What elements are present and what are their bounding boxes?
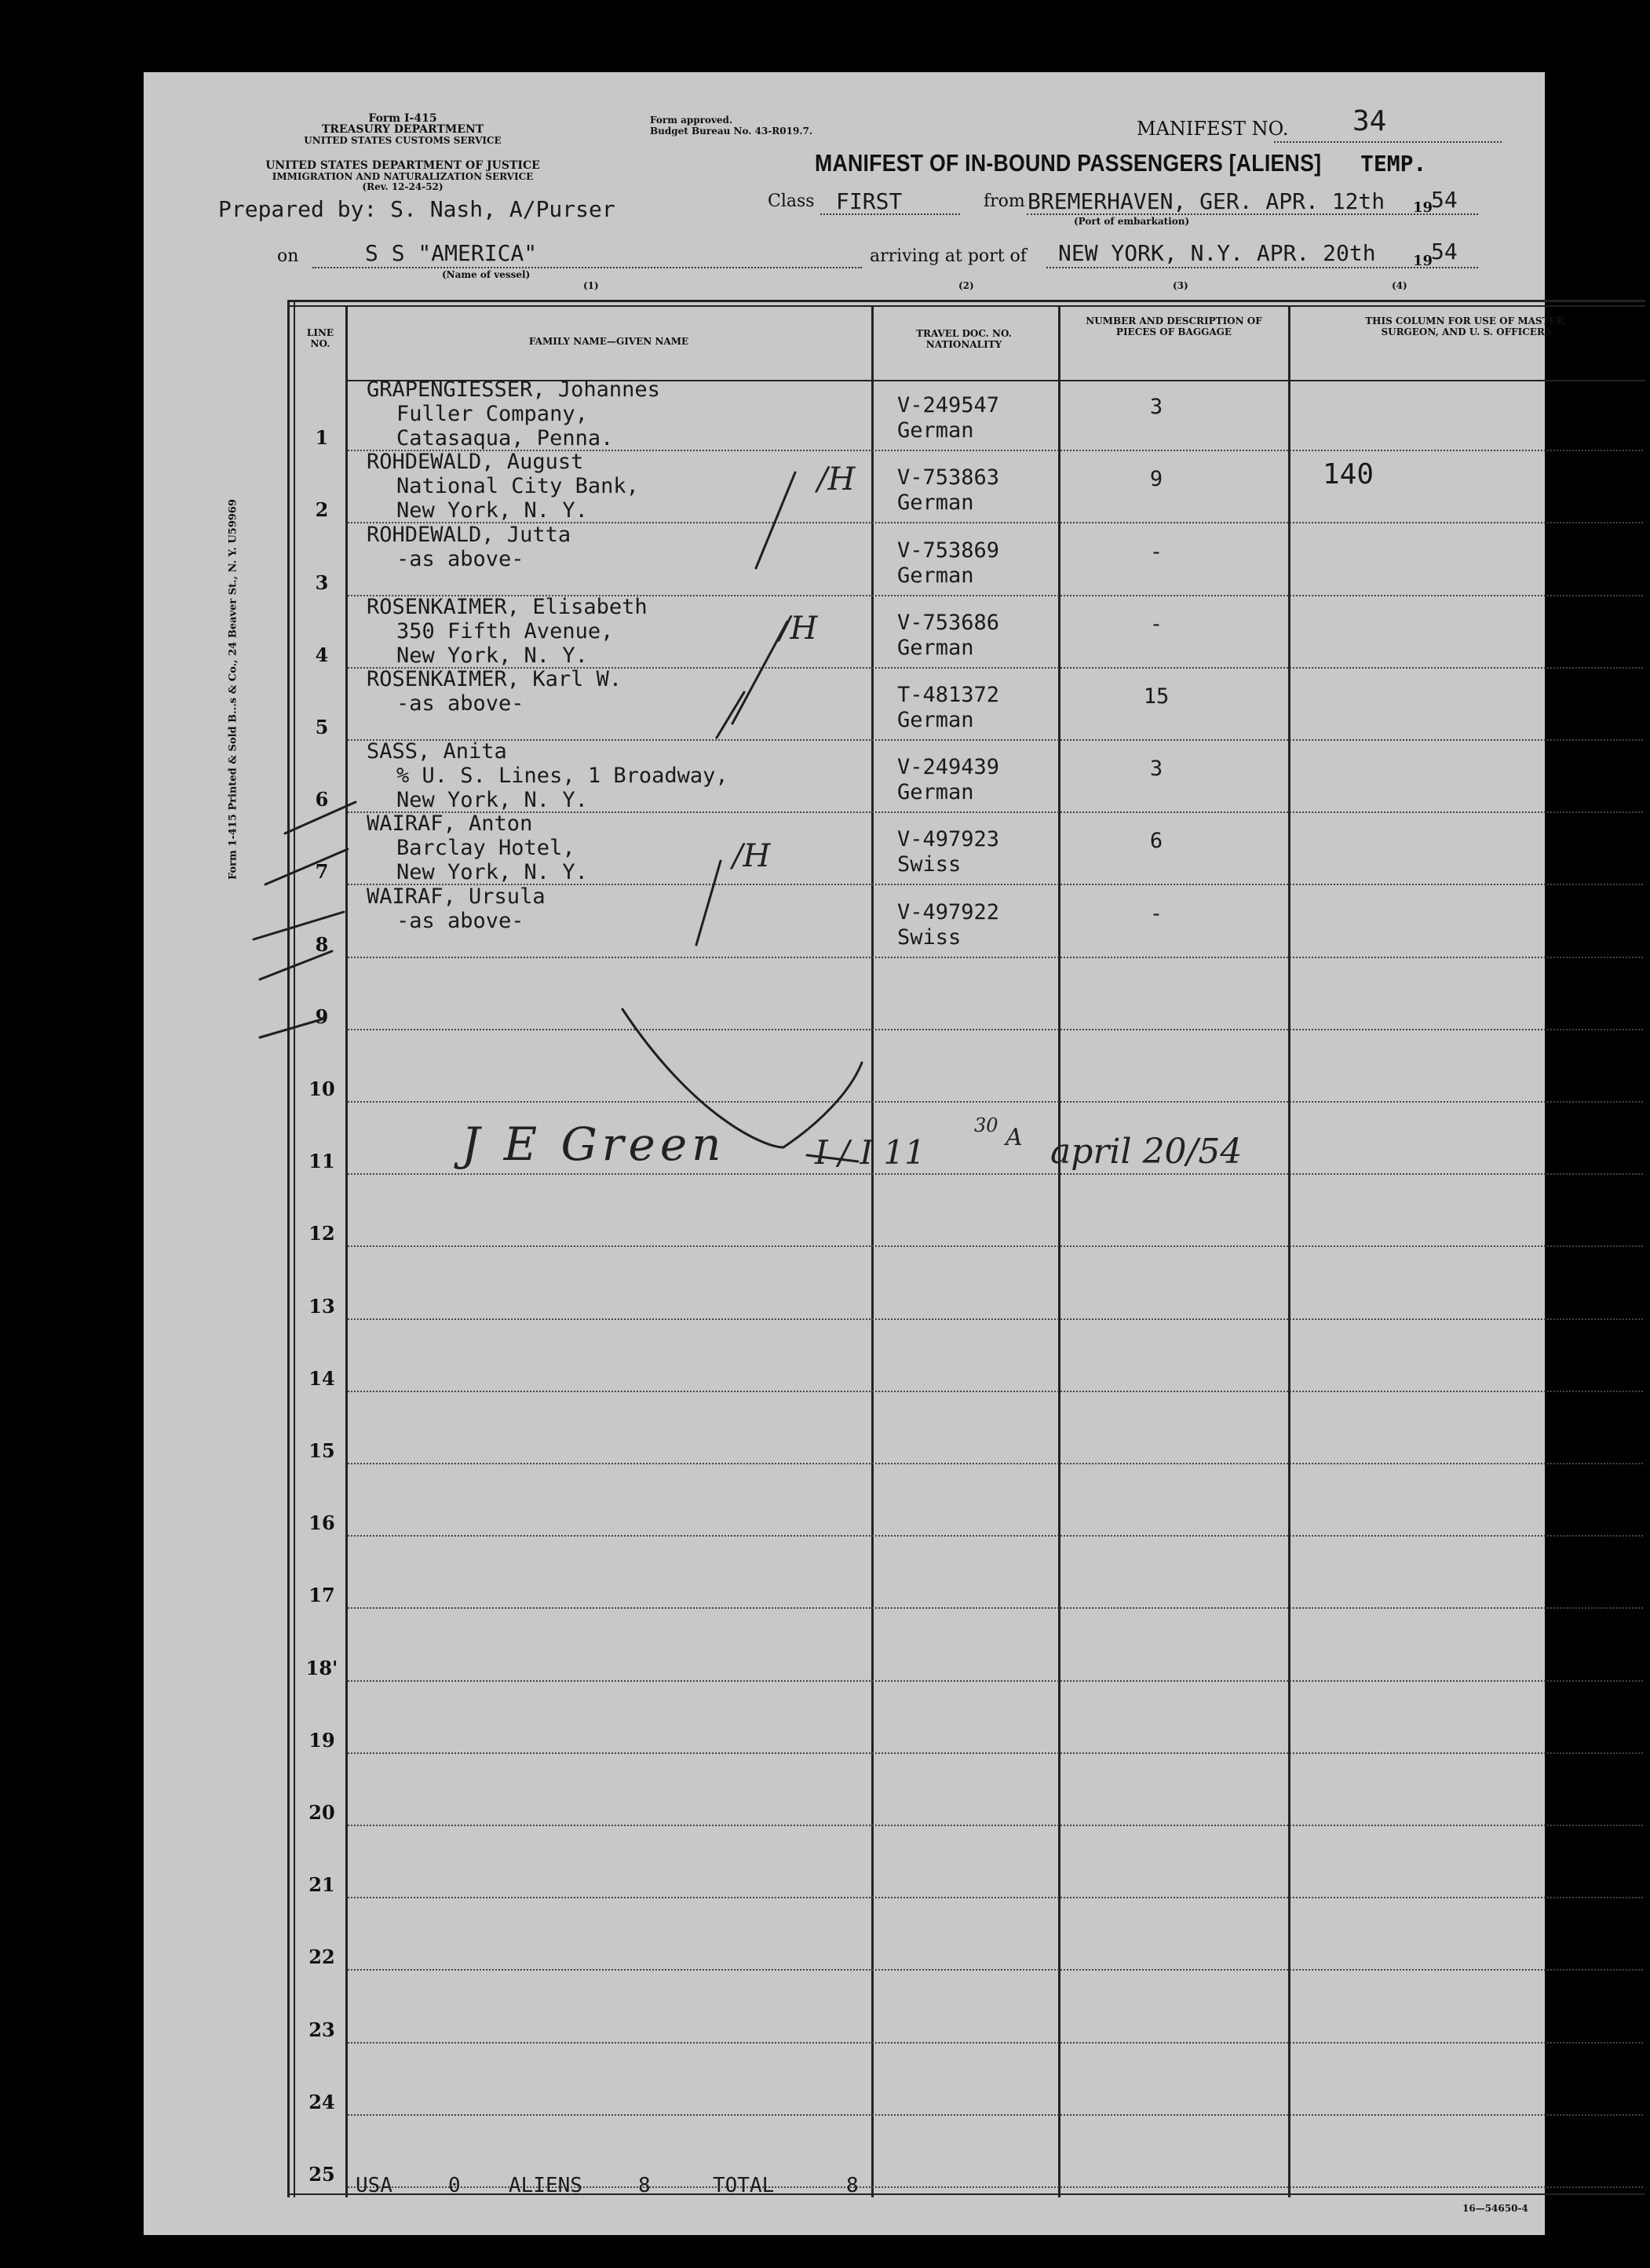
row-divider bbox=[348, 2042, 1643, 2044]
col-header-name: FAMILY NAME—GIVEN NAME bbox=[528, 336, 689, 347]
passenger-name: ROSENKAIMER, Elisabeth bbox=[367, 595, 648, 619]
line-number: 15 bbox=[308, 1439, 335, 1462]
table-left-border bbox=[287, 300, 290, 2197]
totals-total: 8 bbox=[846, 2174, 859, 2197]
line-number: 16 bbox=[308, 1511, 335, 1534]
baggage-count: - bbox=[1149, 612, 1163, 636]
baggage-count: 3 bbox=[1149, 395, 1163, 419]
justice-dept: UNITED STATES DEPARTMENT OF JUSTICE bbox=[265, 159, 540, 172]
nationality: German bbox=[897, 418, 974, 443]
signature: J E Green bbox=[462, 1118, 726, 1171]
arriving-year-prefix: 19 bbox=[1413, 253, 1433, 269]
travel-doc-number: V-249547 bbox=[897, 393, 1000, 418]
endorsement-time-minutes: 30 bbox=[974, 1114, 998, 1136]
row-divider bbox=[348, 1029, 1643, 1030]
vessel-name: S S "AMERICA" bbox=[365, 240, 538, 266]
col-number-4: (4) bbox=[1392, 280, 1407, 291]
totals-aliens: 8 bbox=[638, 2174, 651, 2197]
table-bottom-border bbox=[287, 2193, 1645, 2195]
line-number: 12 bbox=[308, 1222, 335, 1245]
treasury-dept: TREASURY DEPARTMENT bbox=[321, 123, 484, 136]
col-divider-doc bbox=[1058, 305, 1060, 2197]
nationality: German bbox=[897, 636, 974, 660]
endorsement-code: I / I 11 bbox=[815, 1133, 925, 1172]
nationality: German bbox=[897, 708, 974, 732]
totals-usa-label: USA bbox=[356, 2174, 392, 2197]
row-divider bbox=[348, 1897, 1643, 1898]
passenger-address-2: New York, N. Y. bbox=[396, 644, 588, 668]
passenger-address-1: -as above- bbox=[396, 691, 524, 716]
form-approved: Form approved. bbox=[650, 115, 733, 126]
class-label: Class bbox=[768, 191, 815, 211]
manifest-no-line bbox=[1274, 141, 1502, 143]
customs-service: UNITED STATES CUSTOMS SERVICE bbox=[304, 135, 502, 146]
line-number: 24 bbox=[308, 2091, 335, 2113]
ins-service: IMMIGRATION AND NATURALIZATION SERVICE bbox=[272, 171, 534, 182]
line-number: 10 bbox=[308, 1077, 335, 1100]
baggage-count: - bbox=[1149, 540, 1163, 564]
from-year-prefix: 19 bbox=[1413, 199, 1433, 216]
travel-doc-number: V-497922 bbox=[897, 900, 1000, 924]
row-divider bbox=[348, 739, 1643, 741]
totals-usa: 0 bbox=[448, 2174, 461, 2197]
row-divider bbox=[348, 1607, 1643, 1609]
row-divider bbox=[348, 957, 1643, 958]
line-number: 7 bbox=[315, 860, 329, 883]
line-number: 6 bbox=[315, 788, 329, 811]
form-number: Form I-415 bbox=[368, 112, 437, 125]
line-number: 11 bbox=[308, 1150, 335, 1172]
officer-note: 140 bbox=[1323, 458, 1374, 490]
bracket-stroke-3 bbox=[717, 692, 744, 738]
passenger-address-2: New York, N. Y. bbox=[396, 498, 588, 523]
line-number: 20 bbox=[308, 1801, 335, 1824]
vessel-caption: (Name of vessel) bbox=[442, 269, 531, 280]
budget-bureau: Budget Bureau No. 43-R019.7. bbox=[650, 126, 813, 137]
nationality: German bbox=[897, 563, 974, 588]
passenger-address-1: National City Bank, bbox=[396, 474, 639, 498]
passenger-address-1: Fuller Company, bbox=[396, 402, 588, 426]
temp-label: TEMP. bbox=[1360, 151, 1427, 177]
line-number: 19 bbox=[308, 1729, 335, 1752]
passenger-address-2: Catasaqua, Penna. bbox=[396, 426, 614, 450]
travel-doc-number: V-753686 bbox=[897, 611, 1000, 635]
line-number: 4 bbox=[315, 644, 329, 666]
passenger-name: ROHDEWALD, Jutta bbox=[367, 523, 571, 547]
passenger-name: GRAPENGIESSER, Johannes bbox=[367, 377, 660, 402]
line-number: 23 bbox=[308, 2018, 335, 2041]
handwritten-mark-h: /H bbox=[817, 461, 856, 498]
line-number: 5 bbox=[315, 716, 329, 738]
arriving-value: NEW YORK, N.Y. APR. 20th bbox=[1058, 240, 1376, 266]
row-divider bbox=[348, 1101, 1643, 1103]
baggage-count: 15 bbox=[1143, 684, 1170, 709]
col-number-1: (1) bbox=[583, 280, 599, 291]
passenger-name: WAIRAF, Anton bbox=[367, 811, 533, 836]
line-number: 13 bbox=[308, 1295, 335, 1318]
on-label: on bbox=[277, 246, 299, 266]
travel-doc-number: V-753869 bbox=[897, 538, 1000, 563]
row-divider bbox=[348, 1752, 1643, 1754]
baggage-count: - bbox=[1149, 902, 1163, 926]
table-top-border bbox=[287, 300, 1645, 302]
row-divider bbox=[348, 2114, 1643, 2116]
passenger-address-1: Barclay Hotel, bbox=[396, 836, 575, 860]
row-divider bbox=[348, 1969, 1643, 1971]
passenger-name: SASS, Anita bbox=[367, 739, 507, 764]
col-header-officers: THIS COLUMN FOR USE OF MASTER, SURGEON, AND U. S. OFFICERS bbox=[1365, 315, 1568, 337]
manifest-page bbox=[144, 72, 1568, 2235]
col-header-travel: TRAVEL DOC. NO. NATIONALITY bbox=[916, 328, 1012, 350]
manifest-no-label: MANIFEST NO. bbox=[1137, 118, 1289, 140]
footer-code: 16—54650-4 bbox=[1462, 2203, 1528, 2214]
prepared-by: Prepared by: S. Nash, A/Purser bbox=[218, 196, 615, 222]
from-label: from bbox=[984, 191, 1025, 211]
line-number: 8 bbox=[315, 933, 329, 956]
manifest-number: 34 bbox=[1352, 105, 1387, 137]
travel-doc-number: V-497923 bbox=[897, 827, 1000, 851]
col-divider-name bbox=[871, 305, 874, 2197]
baggage-count: 6 bbox=[1149, 829, 1163, 853]
baggage-count: 9 bbox=[1149, 467, 1163, 491]
line-number: 3 bbox=[315, 571, 329, 594]
bracket-stroke-1 bbox=[756, 472, 795, 568]
row-divider bbox=[348, 1173, 1643, 1175]
travel-doc-number: V-249439 bbox=[897, 755, 1000, 779]
line-number: 18' bbox=[305, 1657, 338, 1679]
passenger-name: WAIRAF, Ursula bbox=[367, 884, 546, 909]
passenger-address-1: -as above- bbox=[396, 909, 524, 933]
arriving-label: arriving at port of bbox=[870, 246, 1027, 266]
line-number: 25 bbox=[308, 2163, 335, 2186]
line-number: 21 bbox=[308, 1873, 335, 1896]
nationality: Swiss bbox=[897, 852, 962, 877]
passenger-address-2: New York, N. Y. bbox=[396, 788, 588, 812]
handwritten-mark-h: /H bbox=[779, 611, 818, 647]
nationality: German bbox=[897, 490, 974, 515]
row-divider bbox=[348, 1318, 1643, 1320]
passenger-address-1: -as above- bbox=[396, 547, 524, 571]
side-imprint: Form 1-415 Printed & Sold B...s & Co., 24 Beaver St., N. Y. U59969 bbox=[227, 498, 239, 881]
nationality: Swiss bbox=[897, 925, 962, 950]
endorsement-date: april 20/54 bbox=[1050, 1132, 1243, 1172]
line-number: 14 bbox=[308, 1367, 335, 1390]
line-number: 9 bbox=[315, 1005, 329, 1028]
baggage-count: 3 bbox=[1149, 757, 1163, 781]
from-year: 54 bbox=[1431, 187, 1458, 213]
port-caption: (Port of embarkation) bbox=[1074, 216, 1190, 227]
passenger-address-2: New York, N. Y. bbox=[396, 860, 588, 884]
endorsement-time-am: A bbox=[1006, 1124, 1023, 1151]
from-value: BREMERHAVEN, GER. APR. 12th bbox=[1028, 188, 1385, 214]
table-top-border-inner bbox=[287, 305, 1645, 307]
vessel-line bbox=[312, 267, 862, 268]
row-divider bbox=[348, 1535, 1643, 1537]
travel-doc-number: V-753863 bbox=[897, 465, 1000, 490]
col-header-line: LINE NO. bbox=[306, 327, 334, 349]
passenger-name: ROSENKAIMER, Karl W. bbox=[367, 667, 622, 691]
row-divider bbox=[348, 1680, 1643, 1682]
totals-total-label: TOTAL bbox=[713, 2174, 775, 2197]
passenger-name: ROHDEWALD, August bbox=[367, 450, 584, 474]
nationality: German bbox=[897, 780, 974, 804]
row-divider bbox=[348, 1463, 1643, 1464]
col-divider-baggage bbox=[1288, 305, 1290, 2197]
line-number: 2 bbox=[315, 498, 329, 521]
col-number-3: (3) bbox=[1173, 280, 1188, 291]
row-divider bbox=[348, 1391, 1643, 1392]
arriving-year: 54 bbox=[1431, 239, 1458, 264]
line-number: 22 bbox=[308, 1945, 335, 1968]
travel-doc-number: T-481372 bbox=[897, 683, 1000, 707]
page-title: MANIFEST OF IN-BOUND PASSENGERS [ALIENS] bbox=[815, 149, 1322, 177]
class-value: FIRST bbox=[836, 188, 903, 214]
totals-aliens-label: ALIENS bbox=[509, 2174, 582, 2197]
handwritten-mark-h: /H bbox=[732, 838, 771, 874]
passenger-address-1: % U. S. Lines, 1 Broadway, bbox=[396, 764, 728, 788]
line-number: 17 bbox=[308, 1584, 335, 1606]
line-number: 1 bbox=[315, 426, 329, 449]
passenger-address-1: 350 Fifth Avenue, bbox=[396, 619, 614, 644]
col-header-baggage: NUMBER AND DESCRIPTION OF PIECES OF BAGGAGE bbox=[1086, 315, 1262, 337]
bracket-stroke-4 bbox=[696, 861, 721, 945]
col-number-2: (2) bbox=[958, 280, 974, 291]
row-divider bbox=[348, 1245, 1643, 1247]
row-divider bbox=[348, 1825, 1643, 1826]
form-revision: (Rev. 12-24-52) bbox=[362, 181, 444, 192]
